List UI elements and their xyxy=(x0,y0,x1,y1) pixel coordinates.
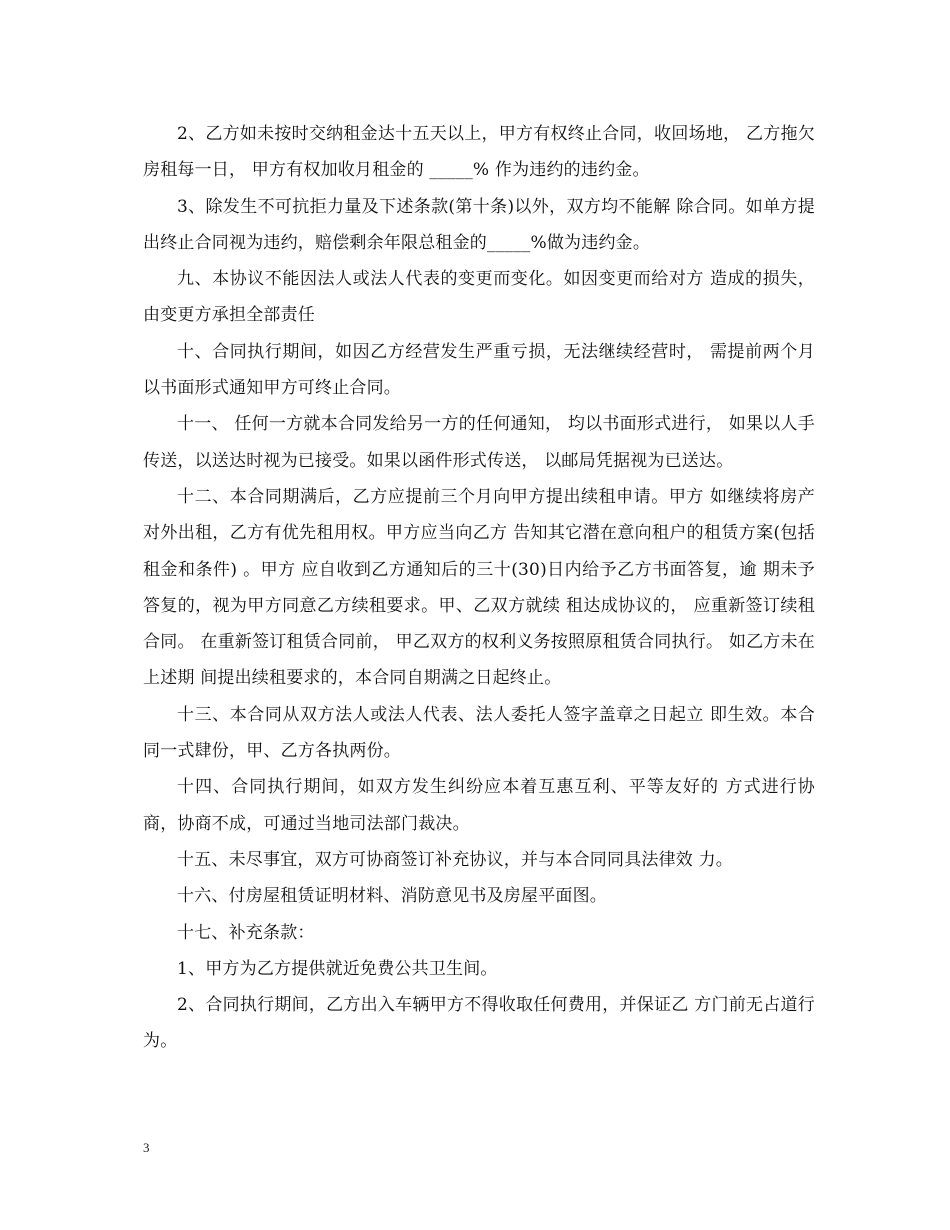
paragraph-clause-17-2: 2、合同执行期间，乙方出入车辆甲方不得收取任何费用，并保证乙 方门前无占道行为。 xyxy=(143,995,815,1052)
paragraph-clause-8-2: 2、乙方如未按时交纳租金达十五天以上，甲方有权终止合同，收回场地， 乙方拖欠房租每一日， 甲方有权加收月租金的 _____% 作为违约的违约金。 xyxy=(143,124,815,181)
paragraph-clause-8-3: 3、除发生不可抗拒力量及下述条款(第十条)以外，双方均不能解 除合同。如单方提出终止合同视为违约，赔偿剩余年限总租金的_____%做为违约金。 xyxy=(143,196,815,253)
paragraph-clause-11: 十一、 任何一方就本合同发给另一方的任何通知， 均以书面形式进行， 如果以人手传送，以送达时视为已接受。如果以函件形式传送， 以邮局凭据视为已送达。 xyxy=(143,414,815,471)
paragraph-clause-10: 十、合同执行期间，如因乙方经营发生严重亏损，无法继续经营时， 需提前两个月以书面形式通知甲方可终止合同。 xyxy=(143,341,815,399)
paragraph-clause-16: 十六、付房屋租赁证明材料、消防意见书及房屋平面图。 xyxy=(177,886,607,907)
page-number: 3 xyxy=(143,1140,150,1155)
paragraph-clause-17-heading: 十七、补充条款： xyxy=(177,922,315,943)
paragraph-clause-13: 十三、本合同从双方法人或法人代表、法人委托人签字盖章之日起立 即生效。本合同一式肆份，甲、乙方各执两份。 xyxy=(143,704,815,762)
paragraph-clause-12: 十二、本合同期满后，乙方应提前三个月向甲方提出续租申请。甲方 如继续将房产对外出租，乙方有优先租用权。甲方应当向乙方 告知其它潜在意向租户的租赁方案(包括租金和条件) 。甲方 应自收到乙方通知后的三十(30)日内给予乙方书面答复，逾 期未予答复的，视为甲方同意乙方续租要求。甲、乙双方就续 租达成协议的， 应重新签订续租合同。 在重新签订租赁合同前， 甲乙双方的权利义务按照原租赁合同执行。 如乙方未在上述期 间提出续租要求的，本合同自期满之日起终止。 xyxy=(143,486,815,689)
paragraph-clause-17-1: 1、甲方为乙方提供就近免费公共卫生间。 xyxy=(177,958,498,979)
paragraph-clause-14: 十四、合同执行期间，如双方发生纠纷应本着互惠互利、平等友好的 方式进行协商，协商不成，可通过当地司法部门裁决。 xyxy=(143,777,815,834)
document-body xyxy=(143,116,815,1060)
paragraph-clause-15: 十五、未尽事宜，双方可协商签订补充协议，并与本合同同具法律效 力。 xyxy=(177,849,734,870)
paragraph-clause-9: 九、本协议不能因法人或法人代表的变更而变化。如因变更而给对方 造成的损失，由变更方承担全部责任 xyxy=(143,269,815,326)
